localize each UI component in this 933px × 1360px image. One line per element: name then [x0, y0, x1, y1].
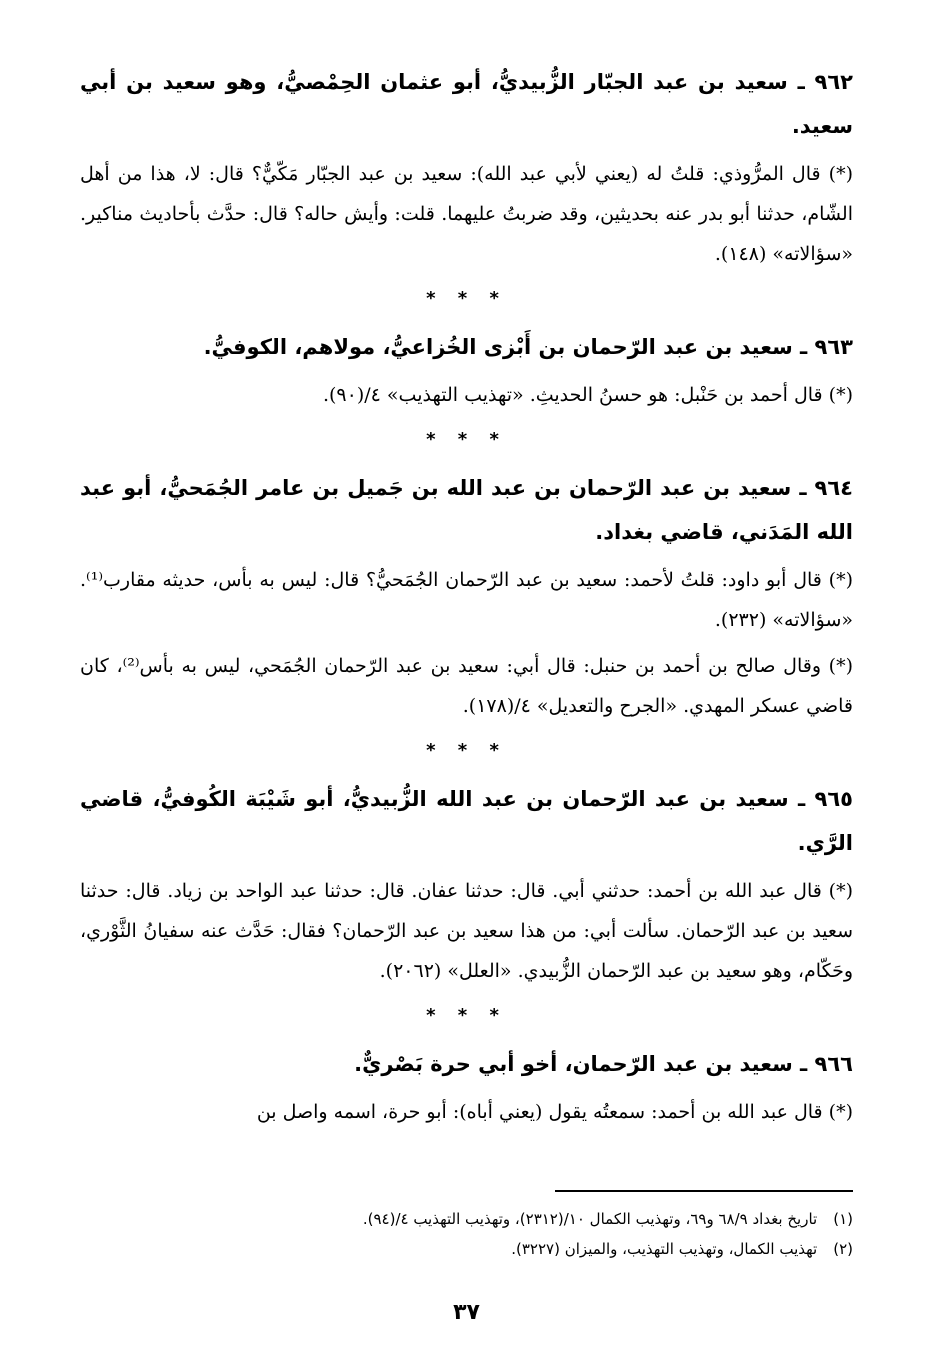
entry-paragraph: (*) قال عبد الله بن أحمد: حدثني أبي. قال: حدثنا عفان. قال: حدثنا عبد الواحد بن زياد. قال: حدثنا سعيد بن عبد الرّحمان. سألت أبي: من هذا سعيد بن عبد الرّحمان؟ فقال: حَدَّث عنه سفيانُ الثَّوْري، وحَكّام، وهو سعيد بن عبد الرّحمان الزُّبيدي. «العلل» (٢٠٦٢).: [80, 880, 853, 982]
entry-962: [80, 60, 853, 274]
entry-heading: ٩٦٤ ـ سعيد بن عبد الرّحمان بن عبد الله بن جَميل بن عامر الجُمَحيُّ، أبو عبد الله المَدَني، قاضي بغداد.: [80, 476, 853, 544]
entry-heading: ٩٦٣ ـ سعيد بن عبد الرّحمان بن أَبْزى الخُزاعيُّ، مولاهم، الكوفيُّ.: [203, 335, 853, 359]
entry-965: [80, 777, 853, 991]
page-number: ٣٧: [453, 1300, 480, 1325]
entry-paragraph: (*) قال أبو داود: قلتُ لأحمد: سعيد بن عبد الرّحمان الجُمَحيُّ؟ قال: ليس به بأس، حديثه مقارب⁽¹⁾. «سؤالاته» (٢٣٢).: [80, 569, 853, 631]
entry-paragraph: (*) قال المرُّوذي: قلتُ له (يعني لأبي عبد الله): سعيد بن عبد الجبّار مَكّيٌّ؟ قال: لا، هذا من أهل الشّام، حدثنا أبو بدر عنه بحديثين، وقد ضربتُ عليهما. قلت: وأيش حاله؟ قال: حدَّث بأحاديث مناكير. «سؤالاته» (١٤٨).: [80, 163, 853, 265]
section-separator: * * *: [426, 740, 507, 761]
entry-964: [80, 466, 853, 726]
footnote-1: [80, 1204, 853, 1234]
footnote-text: تاريخ بغداد ٦٨/٩ و٦٩، وتهذيب الكمال ١٠/(٢٣١٢)، وتهذيب التهذيب ٤/(٩٤).: [362, 1210, 818, 1228]
entry-963: [80, 325, 853, 415]
section-separator: * * *: [426, 429, 507, 450]
entry-heading: ٩٦٢ ـ سعيد بن عبد الجبّار الزُّبيديُّ، أبو عثمان الحِمْصيُّ، وهو سعيد بن أبي سعيد.: [80, 70, 853, 138]
section-separator: * * *: [426, 1005, 507, 1026]
entry-paragraph: (*) قال عبد الله بن أحمد: سمعتُه يقول (يعني أباه): أبو حرة، اسمه واصل بن: [256, 1101, 853, 1123]
entry-heading: ٩٦٦ ـ سعيد بن عبد الرّحمان، أخو أبي حرة بَصْريٌّ.: [354, 1052, 853, 1076]
footnote-text: تهذيب الكمال، وتهذيب التهذيب، والميزان (٣٢٢٧).: [511, 1240, 818, 1258]
entry-paragraph: (*) وقال صالح بن أحمد بن حنبل: قال أبي: سعيد بن عبد الرّحمان الجُمَحي، ليس به بأس⁽²⁾، كان قاضي عسكر المهدي. «الجرح والتعديل» ٤/(١٧٨).: [80, 655, 853, 717]
entry-heading: ٩٦٥ ـ سعيد بن عبد الرّحمان بن عبد الله الزُّبيديُّ، أبو شَيْبَة الكُوفيُّ، قاضي الرَّي.: [80, 787, 853, 855]
entry-966: [80, 1042, 853, 1132]
entry-paragraph: (*) قال أحمد بن حَنْبل: هو حسنُ الحديثِ. «تهذيب التهذيب» ٤/(٩٠).: [322, 384, 853, 406]
footnote-number: (٢): [833, 1240, 853, 1258]
footnote-2: [80, 1234, 853, 1264]
footnote-divider: [555, 1190, 853, 1192]
footnote-number: (١): [833, 1210, 853, 1228]
footnotes: [80, 1204, 853, 1264]
section-separator: * * *: [426, 288, 507, 309]
